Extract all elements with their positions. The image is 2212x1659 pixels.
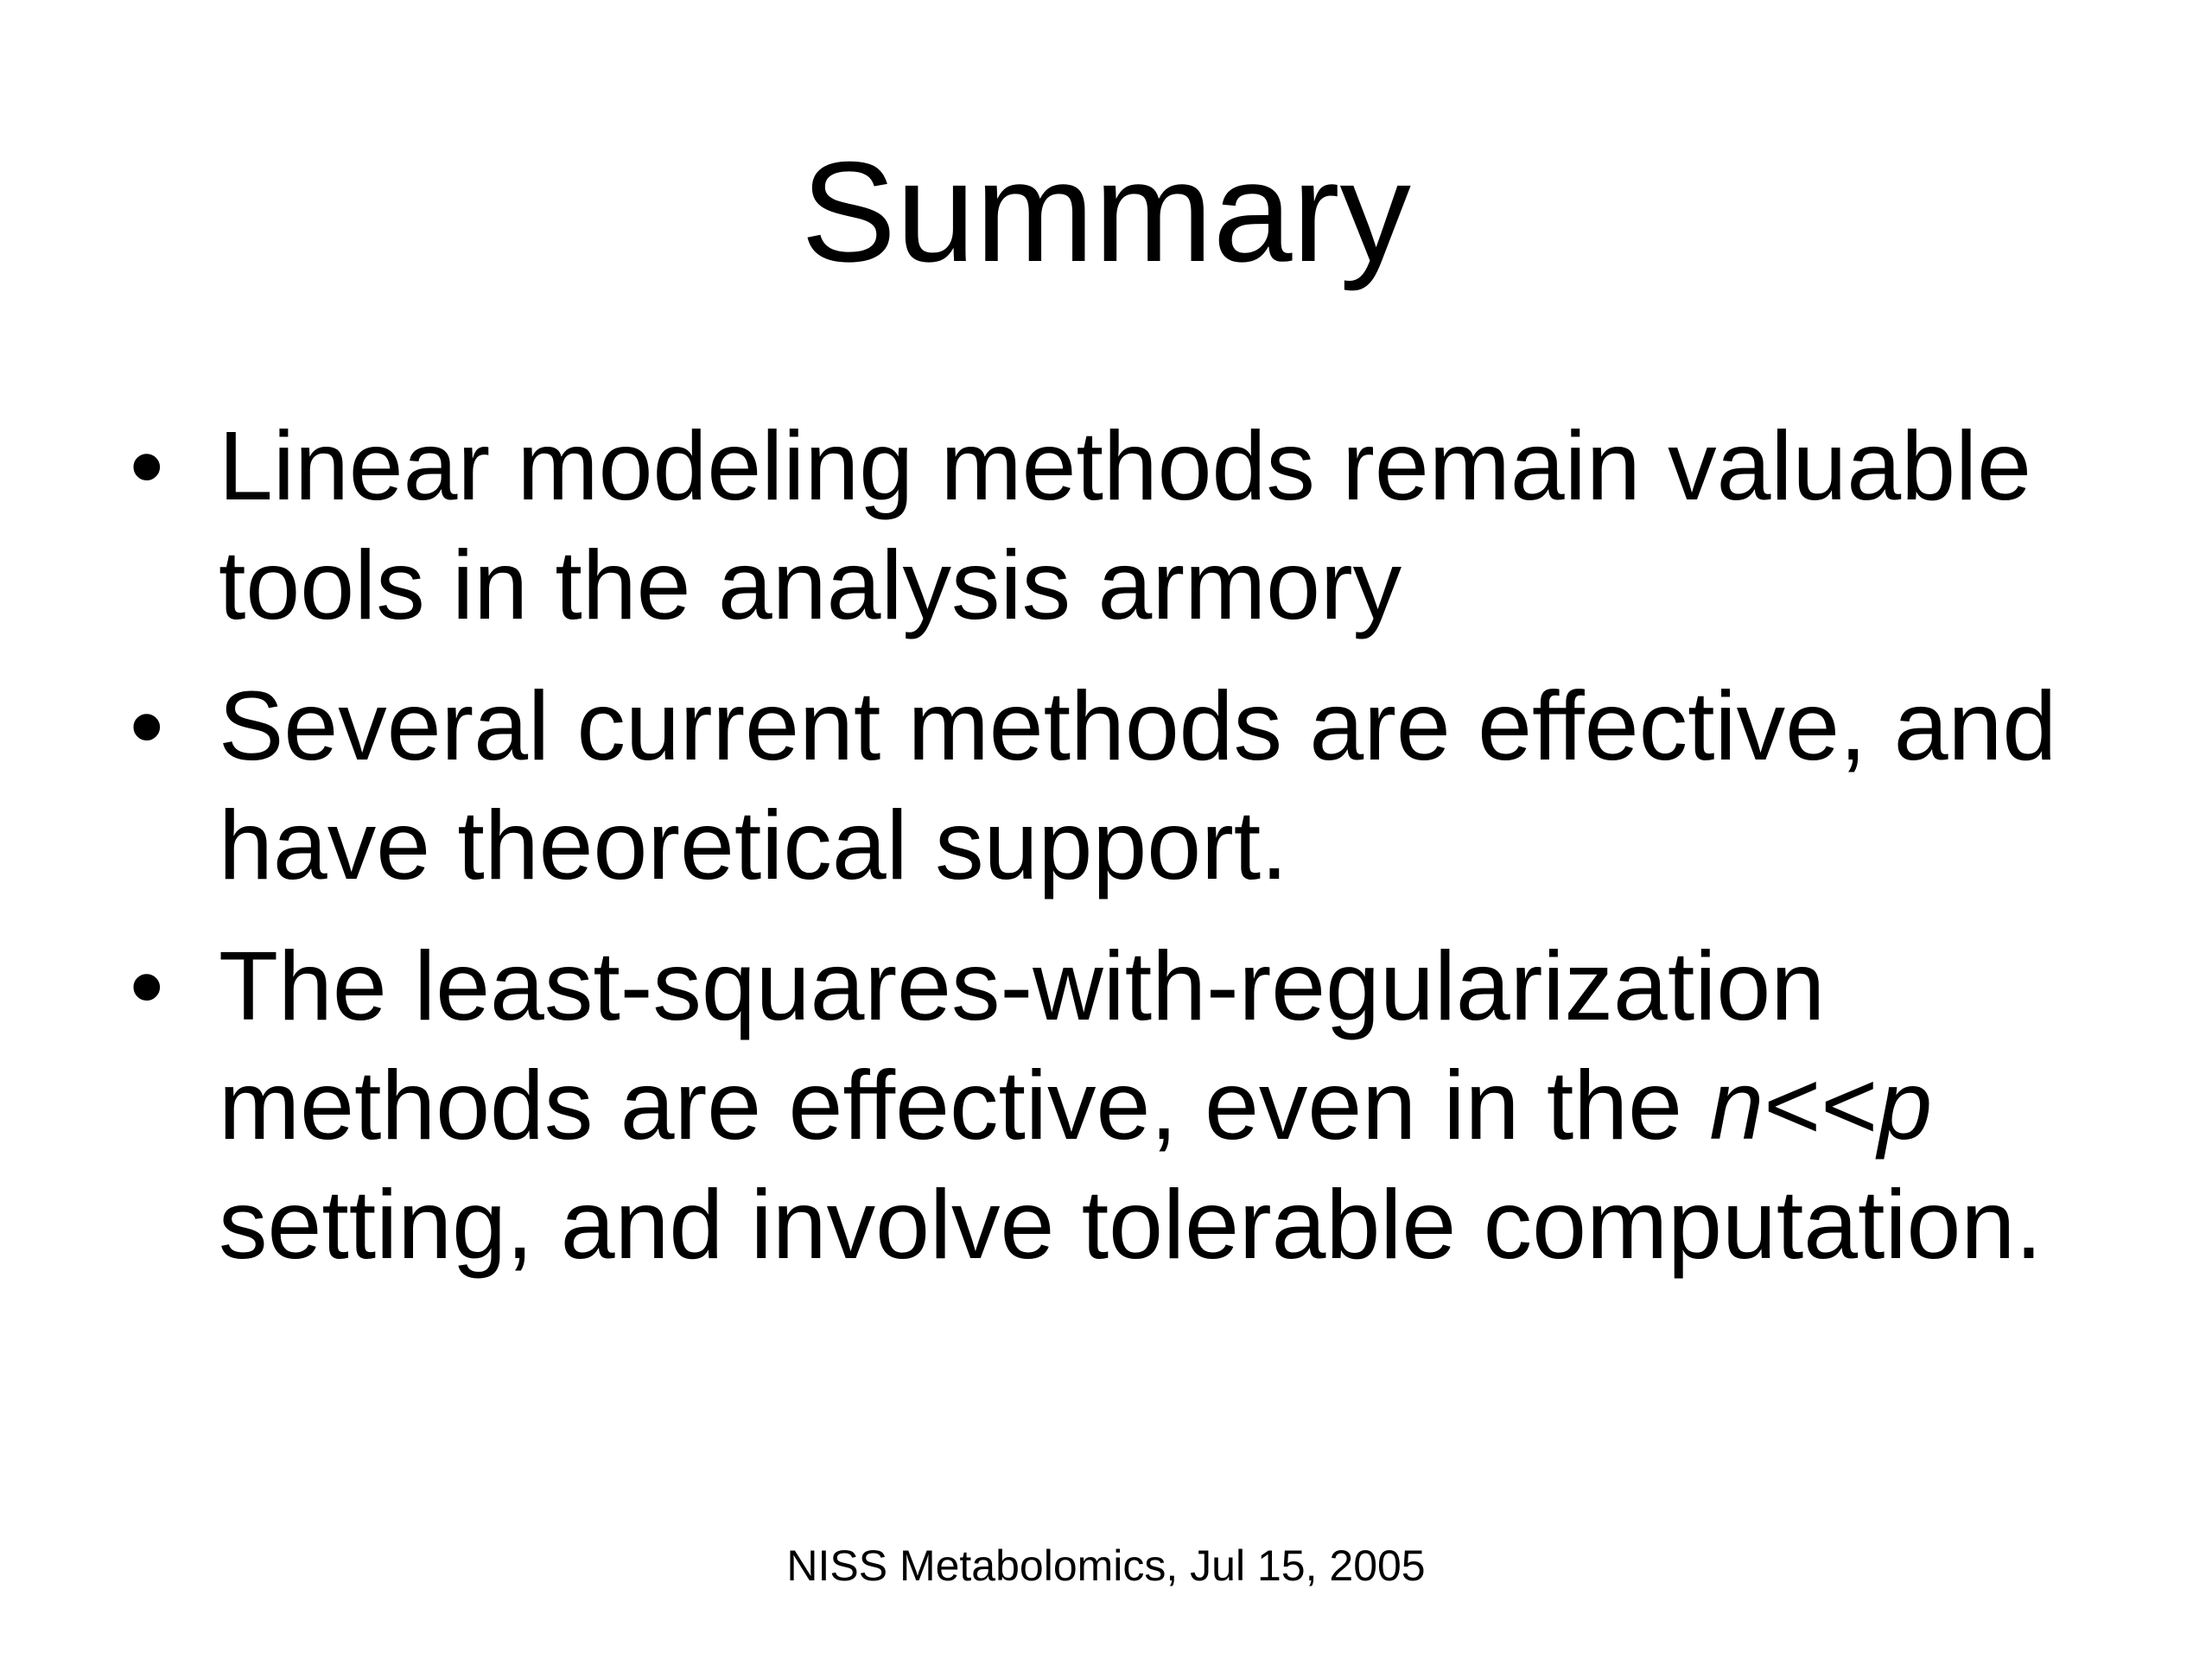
bullet-item-3 [130,926,2117,1284]
bullet-icon: • [130,411,164,520]
bullet-item-1 [130,406,2117,645]
slide-footer: NISS Metabolomics, Jul 15, 2005 [786,1541,1426,1590]
bullet-text-1: Linear modeling methods remain valuable tools in the analysis armory [219,411,2032,639]
math-n: n [1709,1051,1764,1160]
bullet-text-3-before: The least-squares-with-regularization methods are effective, even in the [219,931,1826,1160]
bullet-text-2: Several current methods are effective, and have theoretical support. [219,671,2057,899]
bullet-icon: • [130,931,164,1040]
math-p: p [1878,1051,1933,1160]
slide-title: Summary [801,132,1411,291]
bullet-item-2 [130,666,2117,905]
math-much-less-than: << [1764,1051,1878,1160]
bullet-icon: • [130,671,164,780]
bullet-text-3-after: setting, and involve tolerable computation. [219,1170,2043,1279]
bullet-list [130,406,2117,1306]
